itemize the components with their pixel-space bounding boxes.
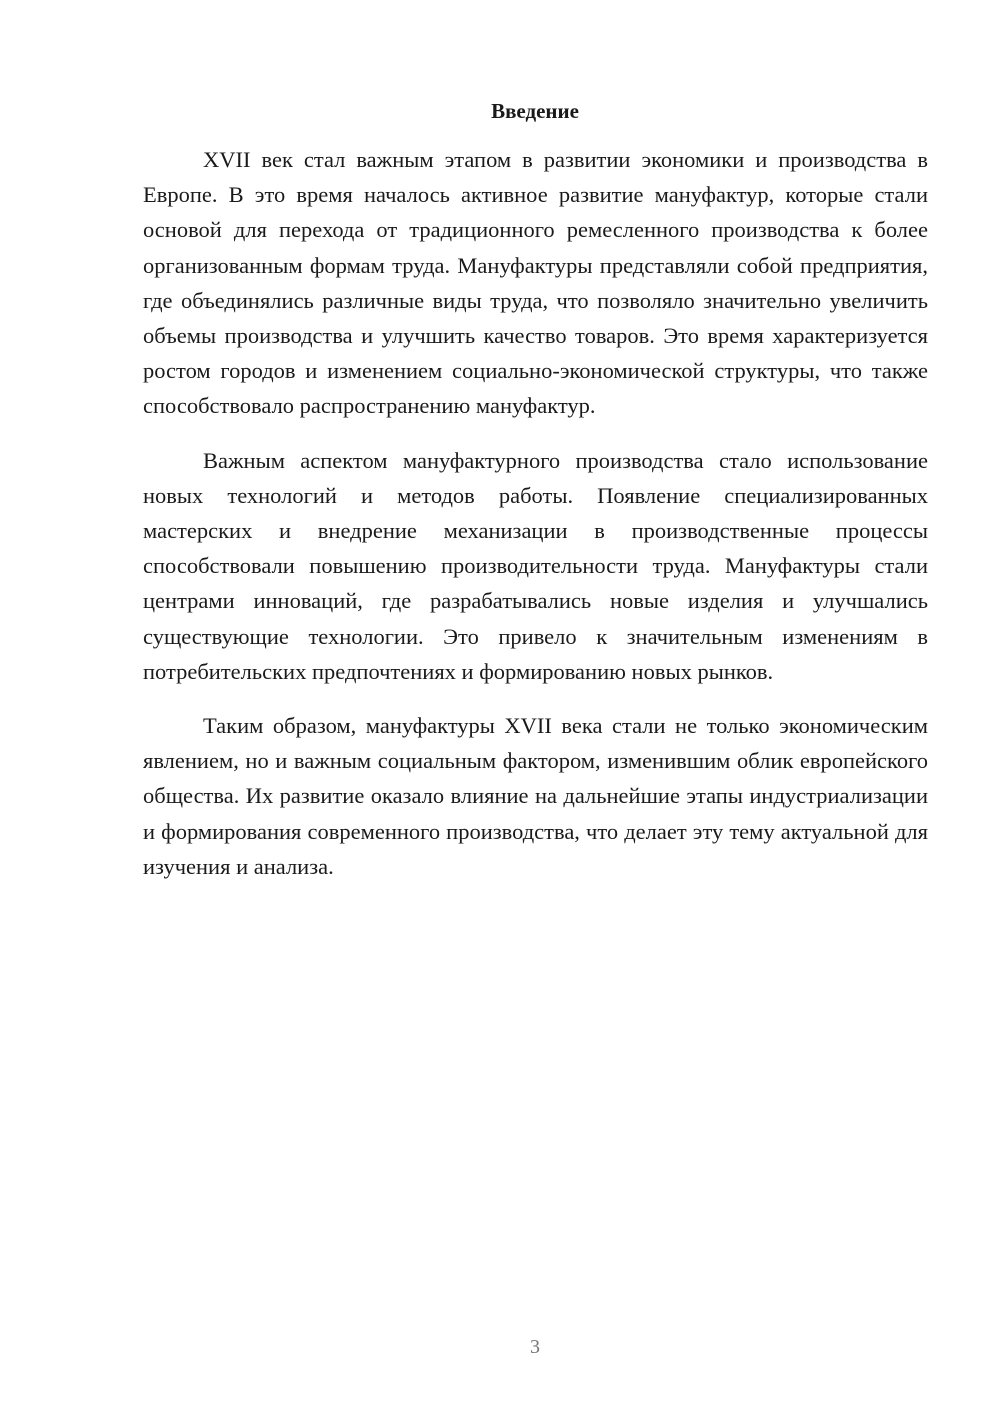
body-text xyxy=(143,142,928,903)
paragraph-2: Важным аспектом мануфактурного производства стало использование новых технологий и методов работы. Появление специализированных мастерских и внедрение механизации в производственные процессы способствовали повышению производительности труда. Мануфактуры стали центрами инноваций, где разрабатывались новые изделия и улучшались существующие технологии. Это привело к значительным изменениям в потребительских предпочтениях и формированию новых рынков. xyxy=(143,447,928,684)
page-number: 3 xyxy=(530,1336,540,1358)
section-heading: Введение xyxy=(491,99,579,123)
paragraph-3: Таким образом, мануфактуры XVII века стали не только экономическим явлением, но и важным социальным фактором, изменившим облик европейского общества. Их развитие оказало влияние на дальнейшие этапы индустриализации и формирования современного производства, что делает эту тему актуальной для изучения и анализа. xyxy=(143,713,928,879)
paragraph-1: XVII век стал важным этапом в развитии экономики и производства в Европе. В это время началось активное развитие мануфактур, которые стали основой для перехода от традиционного ремесленного производства к более организованным формам труда. Мануфактуры представляли собой предприятия, где объединялись различные виды труда, что позволяло значительно увеличить объемы производства и улучшить качество товаров. Это время характеризуется ростом городов и изменением социально-экономической структуры, что также способствовало распространению мануфактур. xyxy=(143,147,928,419)
